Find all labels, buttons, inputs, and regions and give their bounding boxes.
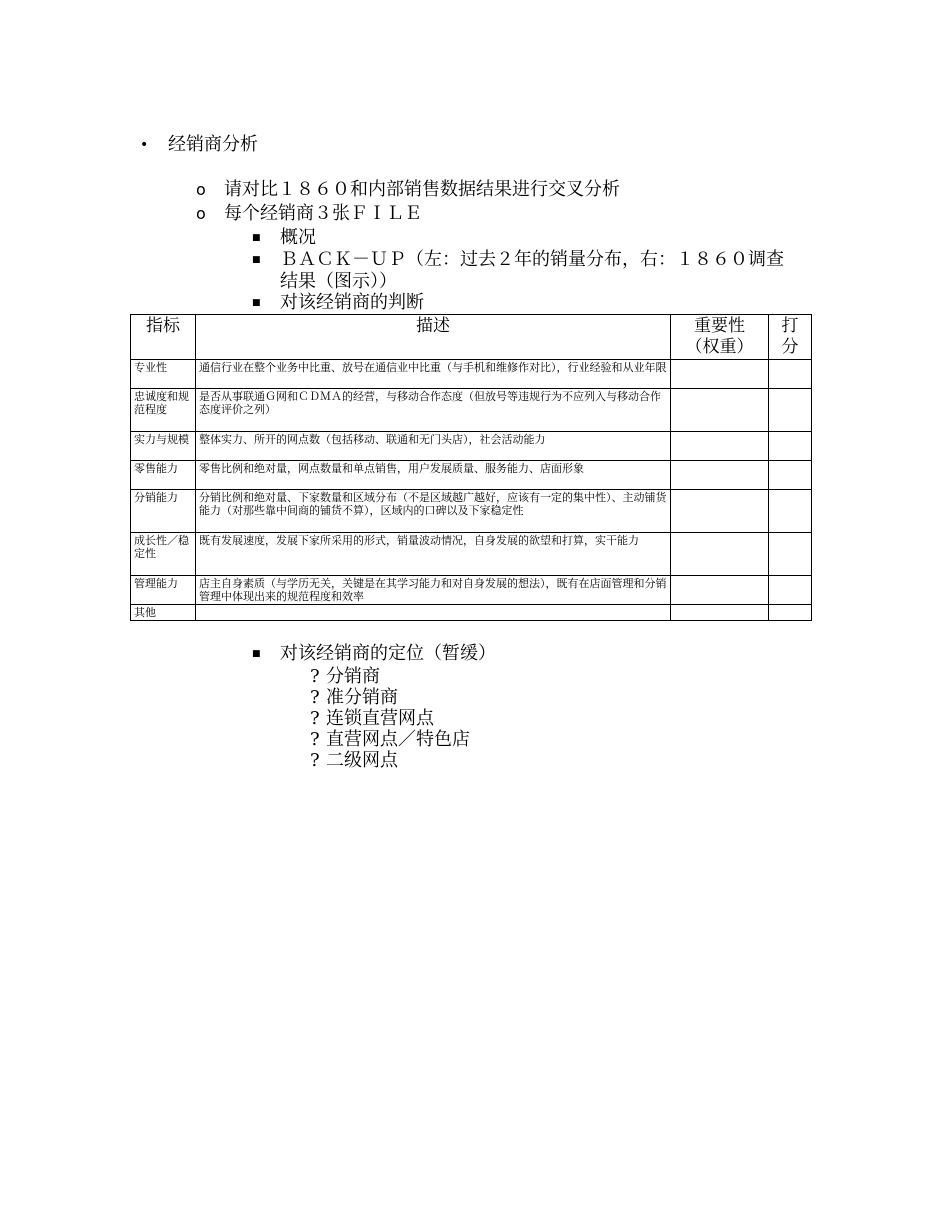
header-description: 描述 [196, 315, 671, 360]
option-label: 准分销商 [326, 687, 398, 708]
metric-cell: 零售能力 [131, 461, 196, 490]
score-cell[interactable] [769, 389, 812, 432]
option-marker-icon: ? [310, 729, 320, 750]
table-row [131, 533, 812, 576]
option-label: 分销商 [326, 666, 380, 687]
weight-cell[interactable] [671, 461, 769, 490]
description-cell: 是否从事联通Ｇ网和ＣＤＭＡ的经营，与移动合作态度（但放号等违规行为不应列入与移动合作态度评价之列） [196, 389, 671, 432]
list-item-text: 对该经销商的判断 [280, 292, 424, 313]
evaluation-table [130, 314, 812, 621]
bullet-circle-icon: o [196, 180, 206, 199]
description-cell: 分销比例和绝对量、下家数量和区域分布（不是区域越广越好，应该有一定的集中性）、主动铺货能力（对那些靠中间商的铺货不算），区域内的口碑以及下家稳定性 [196, 490, 671, 533]
list-item-text: 每个经销商３张ＦＩＬＥ [224, 203, 422, 224]
table-row [131, 360, 812, 389]
header-weight: 重要性 （权重） [671, 315, 769, 360]
option-marker-icon: ? [310, 666, 320, 687]
table-row [131, 389, 812, 432]
option-label: 连锁直营网点 [326, 708, 434, 729]
score-cell[interactable] [769, 360, 812, 389]
score-cell[interactable] [769, 605, 812, 621]
table-row [131, 432, 812, 461]
option-label: 直营网点／特色店 [326, 729, 470, 750]
score-cell[interactable] [769, 533, 812, 576]
option-item [310, 708, 434, 729]
bullet-dot-icon: • [140, 137, 149, 153]
table-row [131, 490, 812, 533]
description-cell: 店主自身素质（与学历无关，关键是在其学习能力和对自身发展的想法），既有在店面管理和分销管理中体现出来的规范程度和效率 [196, 576, 671, 605]
metric-cell: 管理能力 [131, 576, 196, 605]
option-marker-icon: ? [310, 750, 320, 771]
list-item-text-line1: ＢＡＣＫ－ＵＰ（左：过去２年的销量分布，右：１８６０调查 [280, 249, 784, 270]
metric-cell: 实力与规模 [131, 432, 196, 461]
option-item [310, 729, 470, 750]
list-item-text: 请对比１８６０和内部销售数据结果进行交叉分析 [224, 179, 620, 200]
section-title: 经销商分析 [168, 134, 258, 155]
option-marker-icon: ? [310, 687, 320, 708]
table-header-row [131, 315, 812, 360]
weight-cell[interactable] [671, 533, 769, 576]
option-item [310, 666, 380, 687]
list-item-text-line2: 结果（图示）） [280, 271, 397, 292]
metric-cell: 成长性／稳定性 [131, 533, 196, 576]
bullet-circle-icon: o [196, 204, 206, 223]
metric-cell: 忠诚度和规范程度 [131, 389, 196, 432]
weight-cell[interactable] [671, 576, 769, 605]
description-cell: 整体实力、所开的网点数（包括移动、联通和无门头店），社会活动能力 [196, 432, 671, 461]
bullet-square-icon: ■ [252, 649, 261, 659]
option-marker-icon: ? [310, 708, 320, 729]
description-cell: 通信行业在整个业务中比重、放号在通信业中比重（与手机和维修作对比），行业经验和从业年限 [196, 360, 671, 389]
score-cell[interactable] [769, 461, 812, 490]
description-cell [196, 605, 671, 621]
metric-cell: 其他 [131, 605, 196, 621]
table-row [131, 576, 812, 605]
weight-cell[interactable] [671, 490, 769, 533]
bullet-square-icon: ■ [252, 233, 261, 243]
bullet-square-icon: ■ [252, 255, 261, 265]
option-item [310, 750, 398, 771]
description-cell: 既有发展速度，发展下家所采用的形式，销量波动情况，自身发展的欲望和打算，实干能力 [196, 533, 671, 576]
score-cell[interactable] [769, 490, 812, 533]
score-cell[interactable] [769, 432, 812, 461]
description-cell: 零售比例和绝对量，网点数量和单点销售，用户发展质量、服务能力、店面形象 [196, 461, 671, 490]
table-row [131, 605, 812, 621]
header-score: 打 分 [769, 315, 812, 360]
weight-cell[interactable] [671, 360, 769, 389]
table-row [131, 461, 812, 490]
weight-cell[interactable] [671, 432, 769, 461]
score-cell[interactable] [769, 576, 812, 605]
list-item-text: 概况 [280, 227, 316, 248]
weight-cell[interactable] [671, 605, 769, 621]
metric-cell: 分销能力 [131, 490, 196, 533]
metric-cell: 专业性 [131, 360, 196, 389]
bullet-square-icon: ■ [252, 298, 261, 308]
option-item [310, 687, 398, 708]
weight-cell[interactable] [671, 389, 769, 432]
option-label: 二级网点 [326, 750, 398, 771]
header-metric: 指标 [131, 315, 196, 360]
positioning-title: 对该经销商的定位（暂缓） [280, 643, 496, 664]
